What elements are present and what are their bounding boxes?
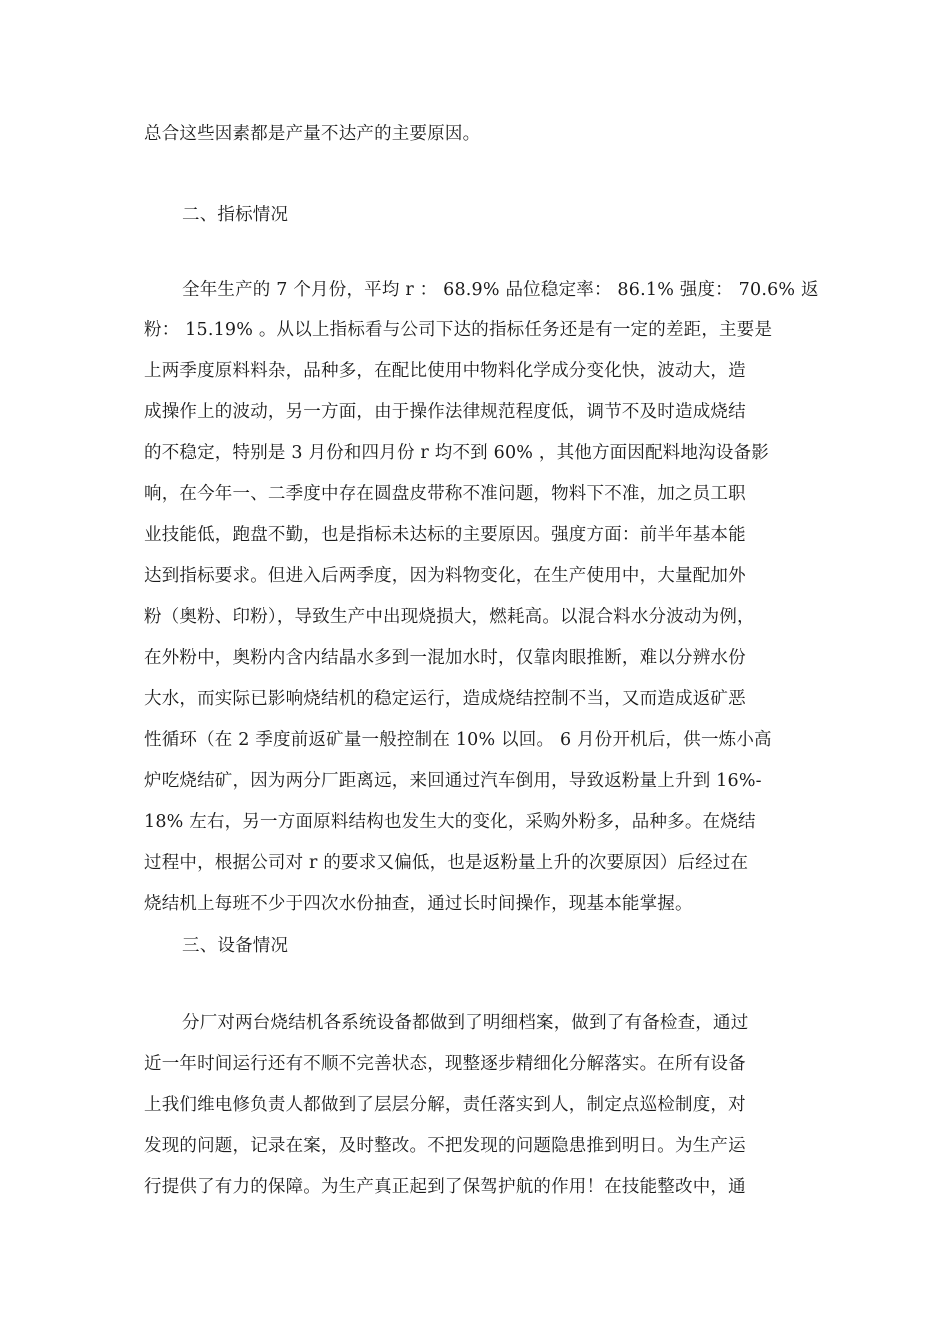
paragraph-line: 性循环（在 2 季度前返矿量一般控制在 10% 以回。 6 月份开机后，供一炼小高 [144, 730, 772, 750]
paragraph-line: 达到指标要求。但进入后两季度，因为料物变化，在生产使用中，大量配加外 [144, 566, 746, 586]
paragraph-line: 响，在今年一、二季度中存在圆盘皮带称不准问题，物料下不准，加之员工职 [144, 484, 746, 504]
paragraph-line: 大水，而实际已影响烧结机的稳定运行，造成烧结控制不当，又而造成返矿恶 [144, 689, 746, 709]
paragraph-line: 炉吃烧结矿，因为两分厂距离远，来回通过汽车倒用，导致返粉量上升到 16%- [144, 771, 762, 791]
paragraph-line: 18% 左右，另一方面原料结构也发生大的变化，采购外粉多，品种多。在烧结 [144, 812, 756, 832]
paragraph-line: 过程中，根据公司对 r 的要求又偏低，也是返粉量上升的次要原因）后经过在 [144, 853, 749, 873]
paragraph-line: 业技能低，跑盘不勤，也是指标未达标的主要原因。强度方面：前半年基本能 [144, 525, 746, 545]
paragraph-line: 总合这些因素都是产量不达产的主要原因。 [144, 124, 481, 144]
paragraph-line: 粉： 15.19% 。从以上指标看与公司下达的指标任务还是有一定的差距，主要是 [144, 320, 773, 340]
paragraph-line: 成操作上的波动，另一方面，由于操作法律规范程度低，调节不及时造成烧结 [144, 402, 746, 422]
paragraph-line: 粉（奥粉、印粉），导致生产中出现烧损大，燃耗高。以混合料水分波动为例， [144, 607, 755, 627]
paragraph-line: 分厂对两台烧结机各系统设备都做到了明细档案，做到了有备检查，通过 [182, 1013, 749, 1033]
paragraph-line: 行提供了有力的保障。为生产真正起到了保驾护航的作用！在技能整改中，通 [144, 1177, 746, 1197]
paragraph-line: 上我们维电修负责人都做到了层层分解，责任落实到人，制定点巡检制度，对 [144, 1095, 746, 1115]
paragraph-line: 上两季度原料料杂，品种多，在配比使用中物料化学成分变化快，波动大，造 [144, 361, 746, 381]
paragraph-line: 近一年时间运行还有不顺不完善状态，现整逐步精细化分解落实。在所有设备 [144, 1054, 746, 1074]
paragraph-line: 发现的问题，记录在案，及时整改。不把发现的问题隐患推到明日。为生产运 [144, 1136, 746, 1156]
paragraph-line: 烧结机上每班不少于四次水份抽查，通过长时间操作，现基本能掌握。 [144, 894, 693, 914]
paragraph-line: 的不稳定，特别是 3 月份和四月份 r 均不到 60% ，其他方面因配料地沟设备影 [144, 443, 769, 463]
section-heading: 三、设备情况 [182, 936, 289, 956]
paragraph-line: 在外粉中，奥粉内含内结晶水多到一混加水时，仅靠肉眼推断，难以分辨水份 [144, 648, 746, 668]
paragraph-line: 全年生产的 7 个月份，平均 r ： 68.9% 品位稳定率： 86.1% 强度： 70.6% 返 [182, 280, 819, 300]
section-heading: 二、指标情况 [182, 205, 289, 225]
